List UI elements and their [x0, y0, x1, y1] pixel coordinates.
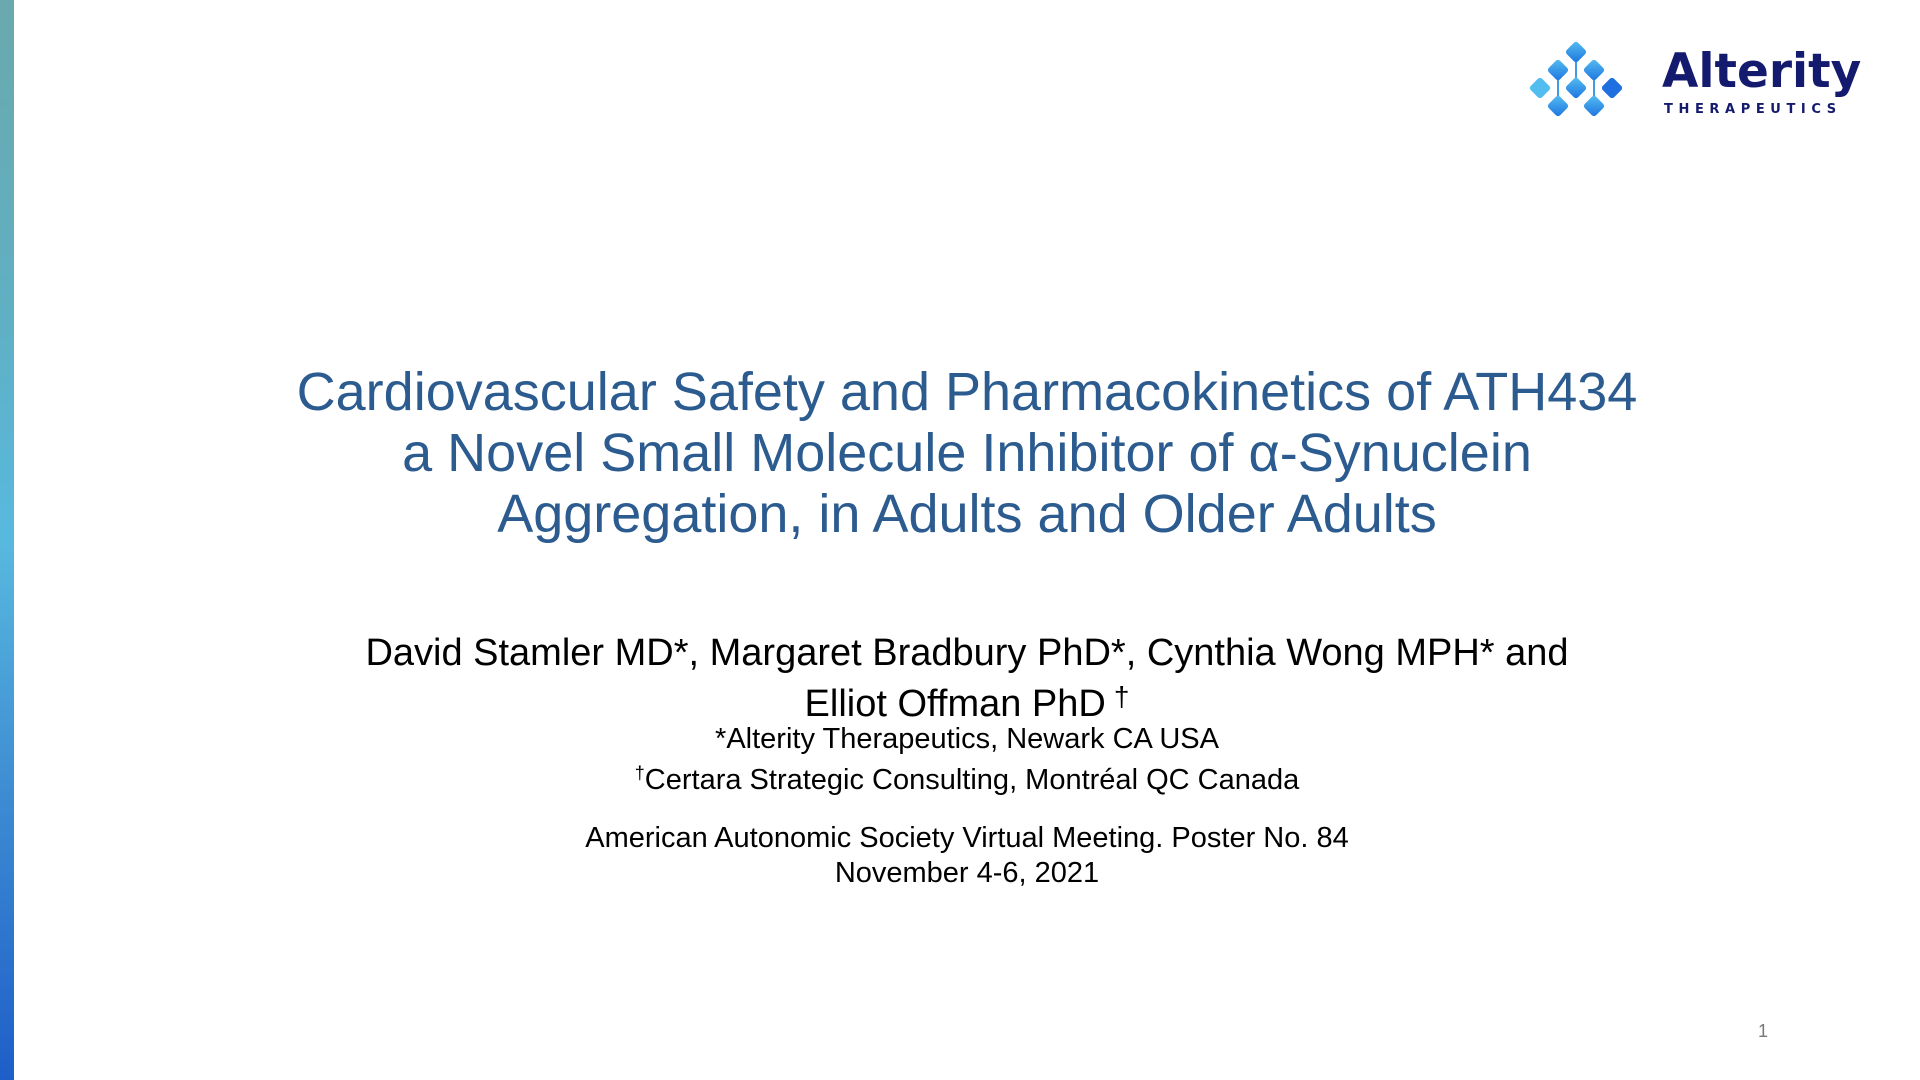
affiliation-1 [14, 722, 1920, 756]
logo-subtitle: THERAPEUTICS [1664, 102, 1842, 117]
page-number: 1 [1758, 1021, 1769, 1041]
meeting-date: November 4-6, 2021 [834, 857, 1100, 889]
dagger-marker: † [1113, 681, 1130, 712]
author-list [14, 632, 1920, 726]
title-line-3: Aggregation, in Adults and Older Adults [497, 484, 1437, 544]
affiliation-text: Alterity Therapeutics, Newark CA USA [726, 723, 1219, 755]
alterity-logo [1528, 40, 1862, 120]
affiliation-marker: † [634, 763, 645, 783]
author-name-offman: Elliot Offman PhD [804, 683, 1106, 725]
title-line-2: a Novel Small Molecule Inhibitor of α-Synuclein [402, 423, 1532, 483]
meeting-name: American Autonomic Society Virtual Meeting. Poster No. 84 [585, 822, 1349, 854]
meeting-info [14, 821, 1920, 891]
left-accent-bar [0, 0, 14, 1080]
affiliation-2 [14, 756, 1920, 797]
affiliation-text: Certara Strategic Consulting, Montréal QC Canada [644, 764, 1300, 796]
slide-title [14, 362, 1920, 545]
authors-line-2 [14, 675, 1920, 726]
molecule-diamond-grid-icon [1528, 40, 1628, 120]
affiliations [14, 722, 1920, 797]
affiliation-marker: * [715, 723, 727, 755]
title-line-1: Cardiovascular Safety and Pharmacokinetics of ATH434 [296, 362, 1638, 422]
authors-line-1: David Stamler MD*, Margaret Bradbury PhD*, Cynthia Wong MPH* and [365, 632, 1569, 674]
logo-wordmark: Alterity [1662, 44, 1862, 99]
